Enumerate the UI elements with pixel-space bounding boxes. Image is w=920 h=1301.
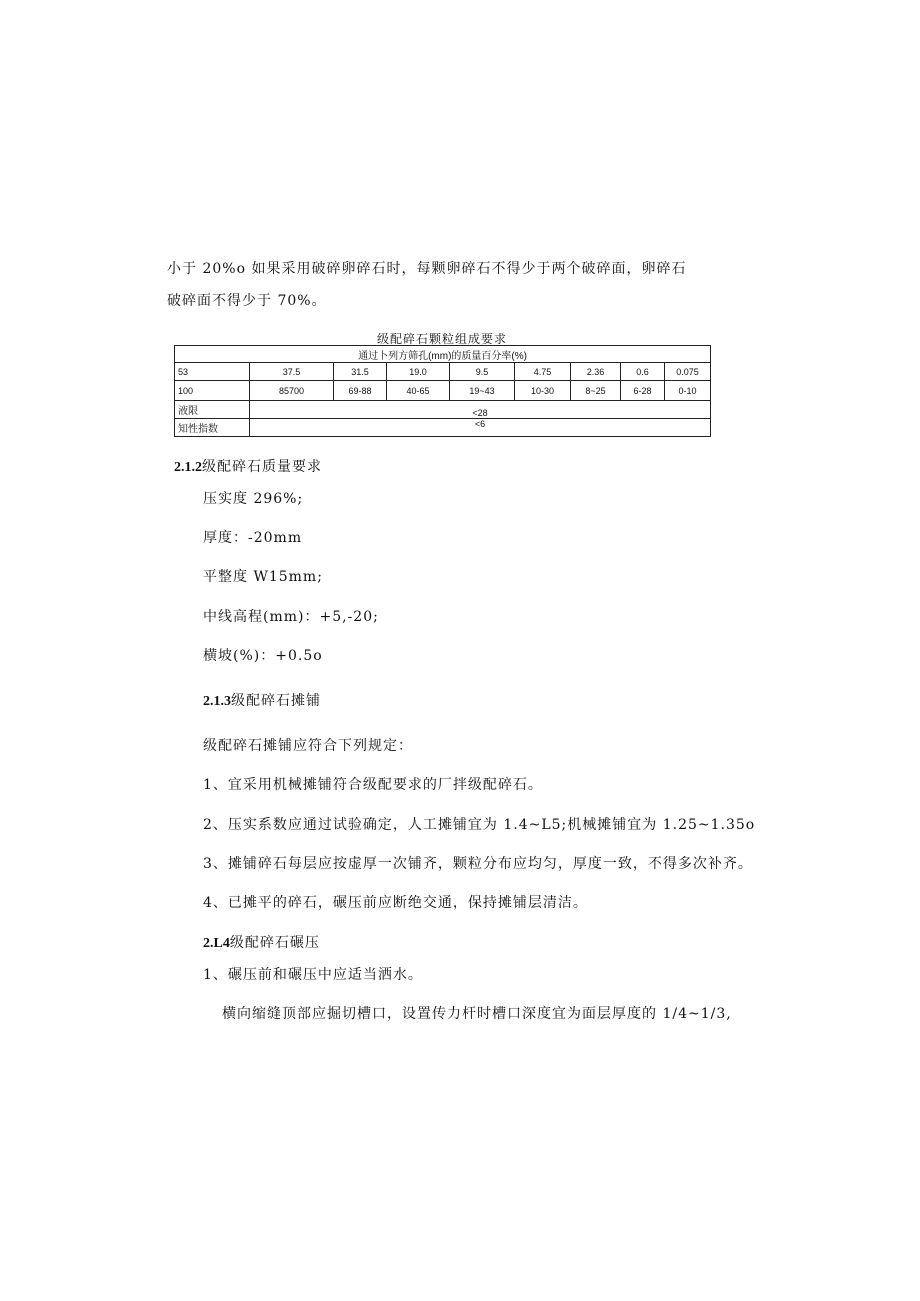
list-item: 4、已摊平的碎石，碾压前应断绝交通，保持摊铺层清洁。	[203, 895, 588, 911]
sieve-cell: 2.36	[571, 363, 621, 381]
section-title: 级配碎石摊铺	[231, 693, 321, 709]
sieve-cell: 0.6	[621, 363, 665, 381]
passing-cell: 10-30	[515, 381, 571, 401]
section-heading-2-1-4	[203, 932, 320, 952]
sieve-cell: 31.5	[334, 363, 387, 381]
section-number: 2.1.3	[203, 694, 231, 709]
sieve-cell: 37.5	[250, 363, 334, 381]
liquid-limit-value: <28	[250, 401, 711, 419]
passing-cell: 8~25	[571, 381, 621, 401]
spec-item: 横坡(%)：+0.5o	[203, 648, 323, 664]
list-item: 1、碾压前和碾压中应适当洒水。	[203, 967, 423, 983]
plasticity-label: 知性指数	[175, 419, 250, 437]
spec-item: 压实度 296%;	[203, 491, 304, 507]
gradation-table	[174, 345, 711, 437]
plasticity-value: <6	[250, 419, 711, 437]
passing-cell: 0-10	[665, 381, 711, 401]
list-item: 2、压实系数应通过试验确定，人工摊铺宜为 1.4~L5;机械摊铺宜为 1.25~1.35o	[203, 817, 756, 833]
table-header: 通过卜列方筛孔(mm)的质量百分率(%)	[175, 346, 711, 363]
passing-cell: 85700	[250, 381, 334, 401]
table-row	[175, 381, 711, 401]
table-row	[175, 401, 711, 419]
sieve-cell: 53	[175, 363, 250, 381]
passing-cell: 19~43	[450, 381, 515, 401]
paragraph-line-1: 小于 20%o 如果采用破碎卵碎石时，每颗卵碎石不得少于两个破碎面，卵碎石	[167, 261, 687, 277]
section-number: 2.1.2	[174, 460, 202, 475]
table-row	[175, 419, 711, 437]
section-number: 2.L4	[203, 936, 230, 951]
section-title: 级配碎石质量要求	[202, 459, 322, 475]
spec-item: 平整度 W15mm;	[203, 569, 323, 585]
sieve-cell: 0.075	[665, 363, 711, 381]
section-heading-2-1-3	[203, 690, 321, 710]
list-item: 3、摊铺碎石每层应按虚厚一次铺齐，颗粒分布应均匀，厚度一致，不得多次补齐。	[203, 856, 753, 872]
list-item: 1、宜采用机械摊铺符合级配要求的厂拌级配碎石。	[203, 777, 543, 793]
passing-cell: 69-88	[334, 381, 387, 401]
spec-item: 中线高程(mm)：+5,-20;	[203, 609, 379, 625]
paragraph-line-2: 破碎面不得少于 70%。	[167, 293, 327, 309]
section-heading-2-1-2	[174, 456, 322, 476]
spec-item: 厚度：-20mm	[203, 530, 303, 546]
sieve-cell: 9.5	[450, 363, 515, 381]
passing-cell: 6-28	[621, 381, 665, 401]
passing-cell: 40-65	[387, 381, 450, 401]
sieve-cell: 19.0	[387, 363, 450, 381]
passing-cell: 100	[175, 381, 250, 401]
liquid-limit-label: 液限	[175, 401, 250, 419]
section-title: 级配碎石碾压	[229, 935, 320, 951]
table-caption: 级配碎石颗粒组成要求	[376, 332, 507, 346]
sieve-cell: 4.75	[515, 363, 571, 381]
table-row	[175, 363, 711, 381]
paragraph-line: 横向缩缝顶部应掘切槽口，设置传力杆时槽口深度宜为面层厚度的 1/4~1/3,	[222, 1006, 732, 1022]
section-intro: 级配碎石摊铺应符合下列规定：	[203, 738, 413, 754]
